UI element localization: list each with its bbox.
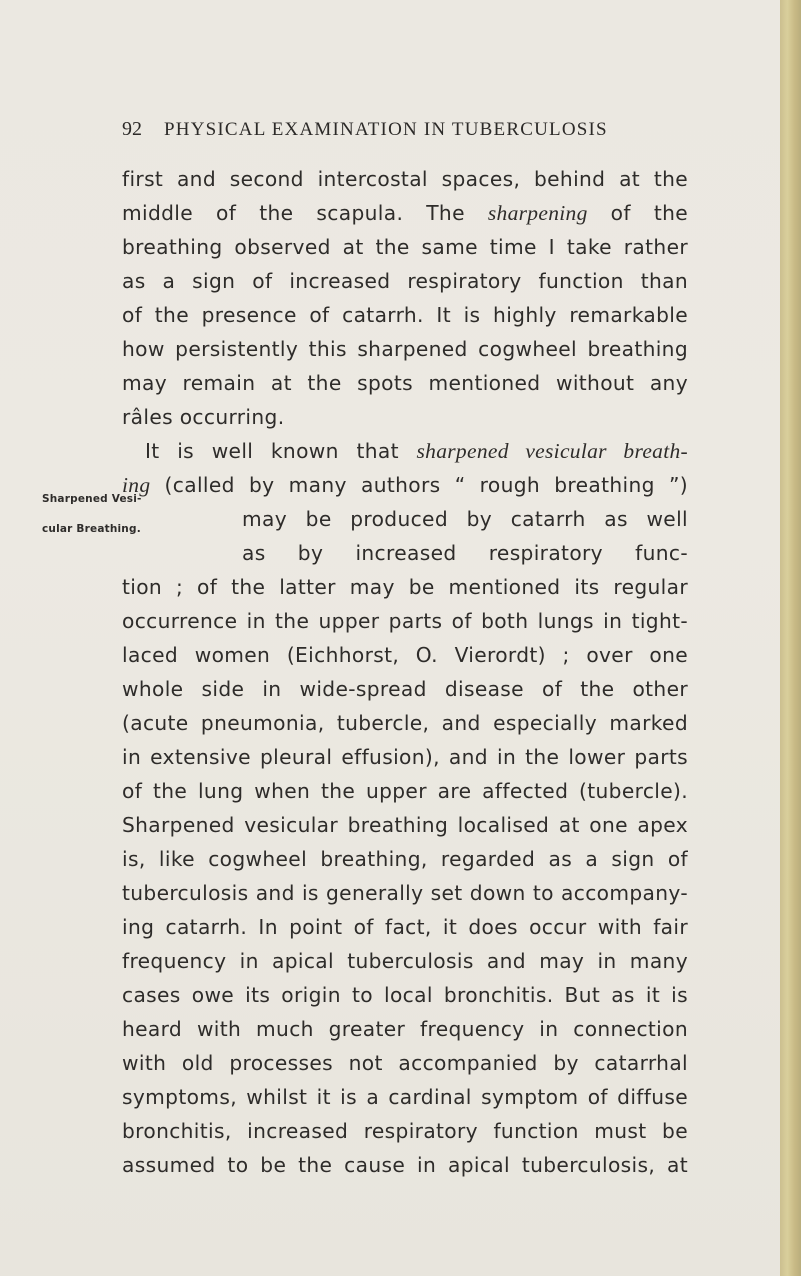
text-line: of the lung when the upper are affected (tubercle). <box>122 779 688 803</box>
text-run: of the <box>587 201 689 225</box>
text-line: as by increased respiratory func- <box>242 541 688 565</box>
text-line: (acute pneumonia, tubercle, and especially marked <box>122 711 688 735</box>
margin-note-line-2: cular Breathing. <box>42 522 141 535</box>
page-number: 92 <box>122 118 142 140</box>
text-line: Sharpened vesicular breathing localised at one apex <box>122 813 688 837</box>
text-line <box>122 470 688 500</box>
text-line: how persistently this sharpened cogwheel breathing <box>122 337 688 361</box>
text-line: in extensive pleural effusion), and in the lower parts <box>122 745 688 769</box>
text-line: as a sign of increased respiratory function than <box>122 269 688 293</box>
text-line: tion ; of the latter may be mentioned its regular <box>122 575 688 599</box>
text-line: tuberculosis and is generally set down to accompany- <box>122 881 688 905</box>
text-line <box>145 436 688 466</box>
text-line: ing catarrh. In point of fact, it does occur with fair <box>122 915 688 939</box>
text-line: of the presence of catarrh. It is highly remarkable <box>122 303 688 327</box>
text-line: cases owe its origin to local bronchitis. But as it is <box>122 983 688 1007</box>
margin-note-line-1: Sharpened Vesi- <box>42 493 142 505</box>
text-line: may be produced by catarrh as well <box>242 507 688 531</box>
text-line: symptoms, whilst it is a cardinal symptom of diffuse <box>122 1085 688 1109</box>
text-line: whole side in wide-spread disease of the other <box>122 677 688 701</box>
text-line: râles occurring. <box>122 405 285 429</box>
text-line: laced women (Eichhorst, O. Vierordt) ; over one <box>122 643 688 667</box>
page-edge <box>780 0 801 1276</box>
italic-term: sharpening <box>487 201 588 225</box>
text-line: with old processes not accompanied by catarrhal <box>122 1051 688 1075</box>
running-title: PHYSICAL EXAMINATION IN TUBERCULOSIS <box>164 119 608 140</box>
text-line: frequency in apical tuberculosis and may in many <box>122 949 688 973</box>
italic-term: ing <box>122 473 151 497</box>
text-line: first and second intercostal spaces, behind at the <box>122 167 688 191</box>
text-line: heard with much greater frequency in connection <box>122 1017 688 1041</box>
text-line: bronchitis, increased respiratory function must be <box>122 1119 688 1143</box>
running-head <box>122 118 608 141</box>
text-line: occurrence in the upper parts of both lungs in tight- <box>122 609 688 633</box>
text-line: breathing observed at the same time I take rather <box>122 235 688 259</box>
text-line: may remain at the spots mentioned without any <box>122 371 688 395</box>
text-run: (called by many authors “ rough breathing ”) <box>150 473 688 497</box>
text-line: is, like cogwheel breathing, regarded as a sign of <box>122 847 688 871</box>
text-line <box>122 198 688 228</box>
text-run: middle of the scapula. The <box>122 201 488 225</box>
italic-term: sharpened vesicular breath- <box>416 439 688 463</box>
text-run: It is well known that <box>145 439 417 463</box>
text-line: assumed to be the cause in apical tuberculosis, at <box>122 1153 688 1177</box>
